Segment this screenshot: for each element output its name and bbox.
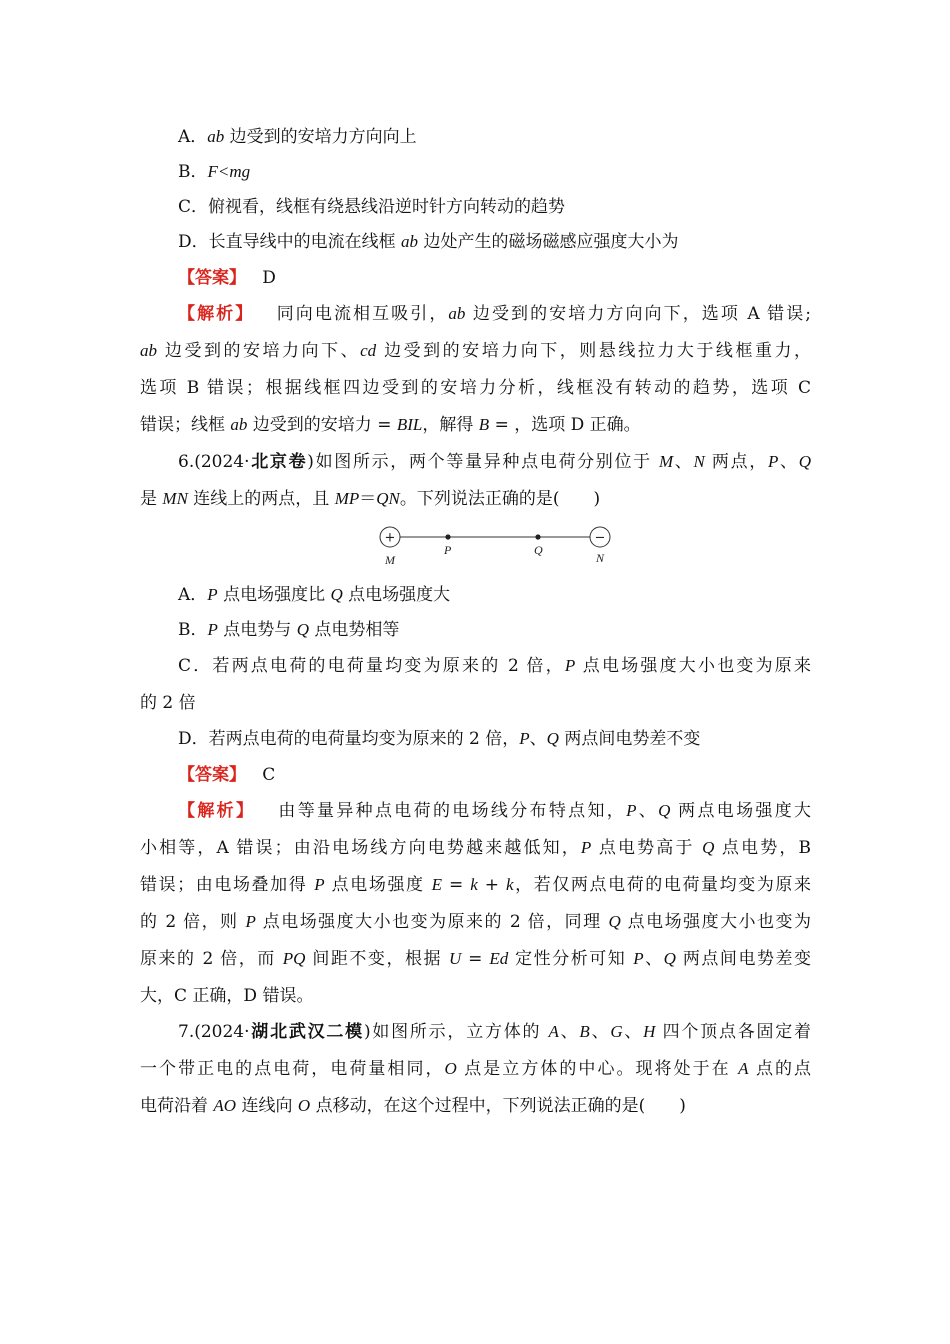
analysis-label: 【解析】 — [178, 801, 256, 821]
q5-option-b: B．F<mg — [178, 162, 251, 182]
label-p: P — [444, 543, 452, 557]
q5-option-d: D．长直导线中的电流在线框 ab 边处产生的磁场磁感应强度大小为 — [178, 232, 679, 252]
point-p-dot — [445, 534, 450, 539]
q6-analysis-line-3: 错误；由电场叠加得 P 点电场强度 E = k + k，若仅两点电荷的电荷量均变为原来 — [140, 875, 811, 895]
q6-stem-line-1: 6.(2024·北京卷)如图所示，两个等量异种点电荷分别位于 M、N 两点，P、Q — [178, 452, 812, 472]
q5-option-c: C．俯视看，线框有绕悬线沿逆时针方向转动的趋势 — [178, 197, 566, 217]
q6-analysis-line-5: 原来的 2 倍，而 PQ 间距不变，根据 U = Ed 定性分析可知 P、Q 两点间电势差变 — [140, 949, 812, 969]
plus-sign: + — [384, 530, 396, 546]
q6-analysis-line-4: 的 2 倍，则 P 点电场强度大小也变为原来的 2 倍，同理 Q 点电场强度大小也变为 — [140, 912, 812, 932]
q6-stem-line-2: 是 MN 连线上的两点，且 MP＝QN。下列说法正确的是( ) — [140, 489, 601, 509]
q7-stem-line-2: 一个带正电的点电荷，电荷量相同，O 点是立方体的中心。现将处于在 A 点的点 — [140, 1059, 812, 1079]
q6-option-c-line-1: C．若两点电荷的电荷量均变为原来的 2 倍，P 点电场强度大小也变为原来 — [178, 656, 811, 676]
label-m: M — [385, 553, 395, 567]
point-q-dot — [535, 534, 540, 539]
charges-diagram — [370, 522, 620, 572]
answer-value: D — [262, 268, 276, 288]
q6-analysis-line-2: 小相等，A 错误；由沿电场线方向电势越来越低知，P 点电势高于 Q 点电势，B — [140, 838, 811, 858]
answer-value: C — [262, 765, 276, 785]
q5-analysis-line-1: 【解析】 同向电流相互吸引，ab 边受到的安培力方向向下，选项 A 错误; — [178, 304, 812, 324]
q5-option-a: A．ab 边受到的安培力方向向上 — [178, 127, 417, 147]
q6-option-a: A．P 点电场强度比 Q 点电场强度大 — [178, 585, 451, 605]
q6-option-b: B．P 点电势与 Q 点电势相等 — [178, 620, 400, 640]
label-n: N — [596, 551, 605, 565]
q6-analysis-line-6: 大，C 正确，D 错误。 — [140, 986, 314, 1006]
q7-stem-line-1: 7.(2024·湖北武汉二模)如图所示，立方体的 A、B、G、H 四个顶点各固定着 — [178, 1022, 812, 1042]
analysis-label: 【解析】 — [178, 304, 255, 324]
minus-sign: − — [594, 530, 606, 546]
q7-stem-line-3: 电荷沿着 AO 连线向 O 点移动，在这个过程中，下列说法正确的是( ) — [140, 1096, 686, 1116]
q6-analysis-line-1: 【解析】 由等量异种点电荷的电场线分布特点知，P、Q 两点电场强度大 — [178, 801, 812, 821]
q6-answer — [178, 764, 275, 786]
q5-analysis-line-2: ab 边受到的安培力向下、cd 边受到的安培力向下，则悬线拉力大于线框重力， — [140, 341, 812, 361]
q5-answer — [178, 267, 276, 289]
q6-option-c-line-2: 的 2 倍 — [140, 693, 196, 713]
q6-option-d: D．若两点电荷的电荷量均变为原来的 2 倍，P、Q 两点间电势差不变 — [178, 729, 701, 749]
q5-analysis-line-3: 选项 B 错误；根据线框四边受到的安培力分析，线框没有转动的趋势，选项 C — [140, 378, 811, 398]
label-q: Q — [534, 543, 543, 557]
answer-label: 【答案】 — [178, 268, 246, 288]
q5-analysis-line-4: 错误；线框 ab 边受到的安培力 = BIL，解得 B = ，选项 D 正确。 — [140, 415, 641, 435]
answer-label: 【答案】 — [178, 765, 246, 785]
